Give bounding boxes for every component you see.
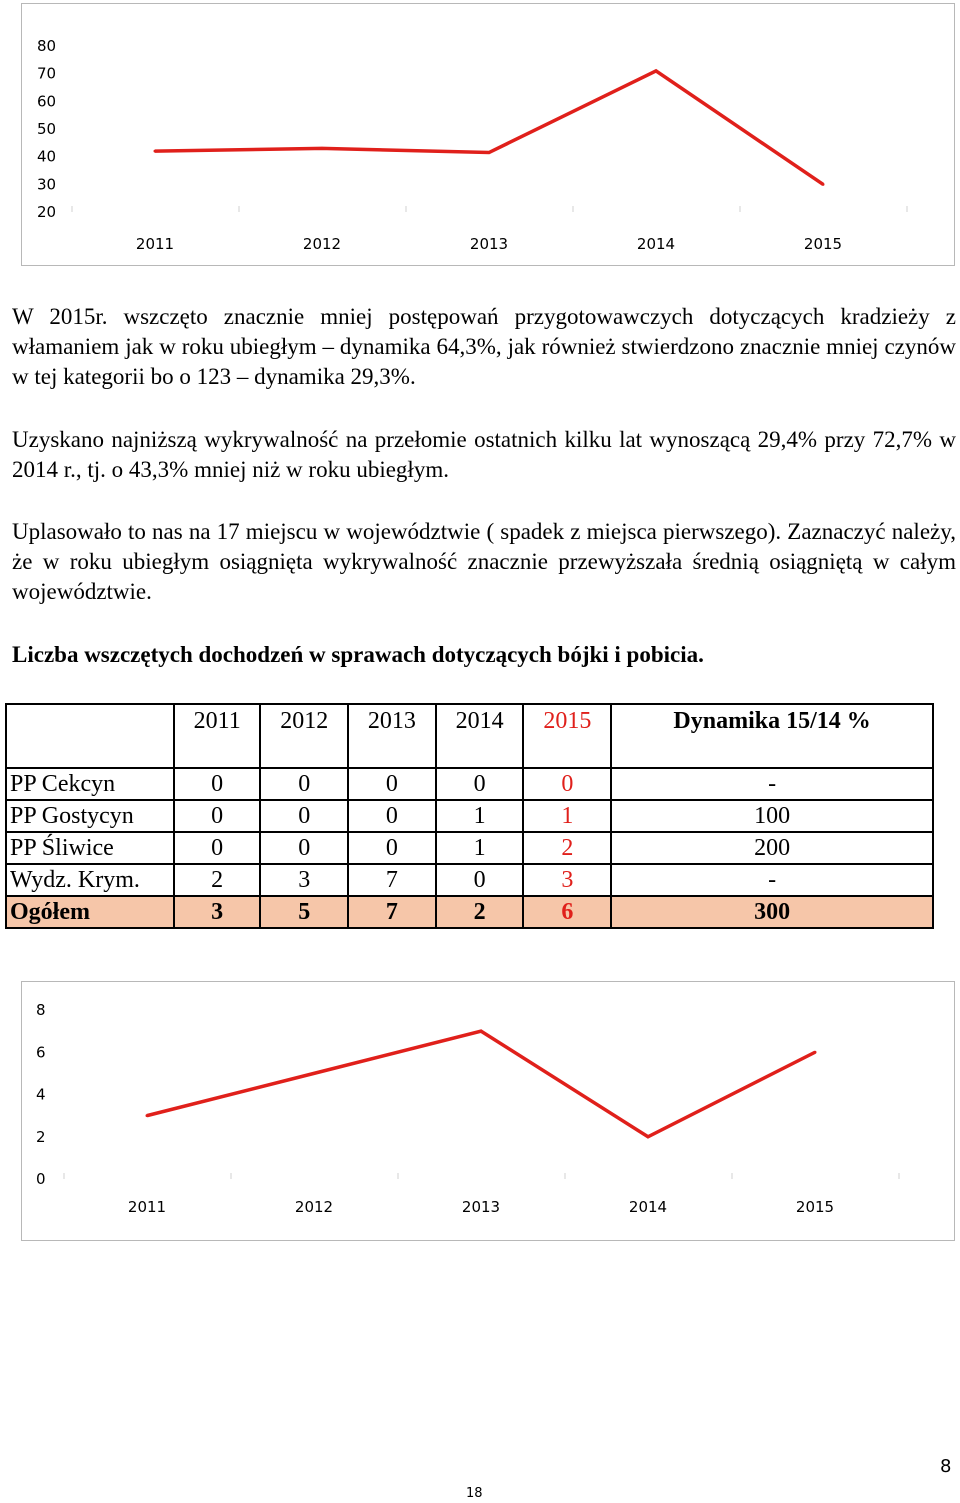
y-tick-label: 4 (36, 1085, 46, 1104)
row-label: Wydz. Krym. (6, 864, 174, 896)
table-row (6, 832, 933, 864)
header-cell: 2015 (523, 704, 611, 768)
x-tick-label: 2011 (135, 235, 175, 253)
header-cell: Dynamika 15/14 % (611, 704, 933, 768)
table-cell: 3 (174, 896, 260, 928)
x-tick-label: 2014 (636, 235, 676, 253)
section-heading: Liczba wszczętych dochodzeń w sprawach dotyczących bójki i pobicia. (12, 642, 704, 667)
table-cell: 0 (174, 800, 260, 832)
table-cell: - (611, 768, 933, 800)
data-point (480, 1030, 483, 1033)
series-line (147, 1031, 815, 1137)
table-cell: 0 (260, 832, 348, 864)
chart-top (21, 3, 955, 266)
x-tick-label: 2013 (461, 1198, 501, 1216)
table-cell: 1 (436, 800, 524, 832)
header-cell: 2014 (436, 704, 524, 768)
y-tick-label: 80 (37, 37, 57, 55)
paragraph-detection: Uzyskano najniższą wykrywalność na przełomie ostatnich kilku lat wynoszącą 29,4% przy 72,7% w 2014 r., tj. o 43,3% mniej niż w roku ubiegłym. (12, 427, 956, 482)
x-tick-label: 2013 (469, 235, 509, 253)
table-header-row (6, 704, 933, 768)
data-point (822, 183, 825, 186)
y-tick-label: 50 (37, 120, 57, 138)
x-tick-label: 2015 (803, 235, 843, 253)
table-cell: 6 (523, 896, 611, 928)
table-cell: 2 (174, 864, 260, 896)
chart-bottom (21, 981, 955, 1241)
table-cell: 0 (260, 768, 348, 800)
table-cell: 5 (260, 896, 348, 928)
table-cell: 2 (436, 896, 524, 928)
y-tick-label: 6 (36, 1043, 46, 1062)
row-label: PP Śliwice (6, 832, 174, 864)
data-point (146, 1114, 149, 1117)
table-cell: 0 (260, 800, 348, 832)
table-cell: 2 (523, 832, 611, 864)
page-number-right: 8 (940, 1456, 952, 1477)
header-cell: 2013 (348, 704, 436, 768)
y-tick-label: 8 (36, 1001, 46, 1019)
table-cell: 0 (436, 768, 524, 800)
y-tick-label: 20 (37, 203, 57, 221)
header-cell: 2011 (174, 704, 260, 768)
table-row (6, 864, 933, 896)
row-label: Ogółem (6, 896, 174, 928)
y-tick-label: 30 (37, 175, 57, 194)
x-tick-label: 2012 (302, 235, 342, 253)
table-cell: 0 (174, 768, 260, 800)
row-label: PP Gostycyn (6, 800, 174, 832)
x-tick-label: 2012 (294, 1198, 334, 1216)
table-cell: 7 (348, 896, 436, 928)
paragraph-burglary: W 2015r. wszczęto znacznie mniej postępowań przygotowawczych dotyczących kradzieży z włamaniem jak w roku ubiegłym – dynamika 64,3%, jak również stwierdzono znacznie mniej czynów w tej kategorii bo o 123 – dynamika 29,3%. (12, 304, 956, 389)
table-cell: 1 (523, 800, 611, 832)
page-number-center: 18 (466, 1486, 483, 1501)
table-row (6, 800, 933, 832)
data-point (488, 151, 491, 154)
table-cell: 0 (523, 768, 611, 800)
line-chart-2 (22, 982, 954, 1240)
data-point (647, 1135, 650, 1138)
data-point (814, 1051, 817, 1054)
table-cell: 1 (436, 832, 524, 864)
x-tick-label: 2014 (628, 1198, 668, 1216)
table-cell: 0 (348, 832, 436, 864)
y-tick-label: 70 (37, 64, 57, 83)
header-cell: 2012 (260, 704, 348, 768)
table-cell: 0 (174, 832, 260, 864)
table-cell: 0 (348, 800, 436, 832)
table-row (6, 768, 933, 800)
data-point (313, 1072, 316, 1075)
data-point (655, 69, 658, 72)
table-cell: 3 (260, 864, 348, 896)
table-cell: - (611, 864, 933, 896)
line-chart-1 (22, 4, 954, 265)
y-tick-label: 60 (37, 92, 57, 111)
paragraph-ranking: Uplasowało to nas na 17 miejscu w województwie ( spadek z miejsca pierwszego). Zaznaczyć należy, że w roku ubiegłym osiągnięta wykrywalność znacznie przewyższała średnią osiągniętą w całym województwie. (12, 519, 956, 604)
table-total-row (6, 896, 933, 928)
series-line (155, 71, 823, 184)
table-cell: 100 (611, 800, 933, 832)
y-tick-label: 2 (36, 1127, 46, 1146)
table-cell: 7 (348, 864, 436, 896)
data-point (154, 150, 157, 153)
y-tick-label: 40 (37, 147, 57, 166)
header-cell (6, 704, 174, 768)
table-cell: 3 (523, 864, 611, 896)
x-tick-label: 2015 (795, 1198, 835, 1216)
table-cell: 0 (348, 768, 436, 800)
x-tick-label: 2011 (127, 1198, 167, 1216)
table-cell: 0 (436, 864, 524, 896)
fights-table (5, 703, 934, 929)
row-label: PP Cekcyn (6, 768, 174, 800)
table-cell: 300 (611, 896, 933, 928)
table-cell: 200 (611, 832, 933, 864)
y-tick-label: 0 (36, 1170, 46, 1188)
data-point (321, 147, 324, 150)
